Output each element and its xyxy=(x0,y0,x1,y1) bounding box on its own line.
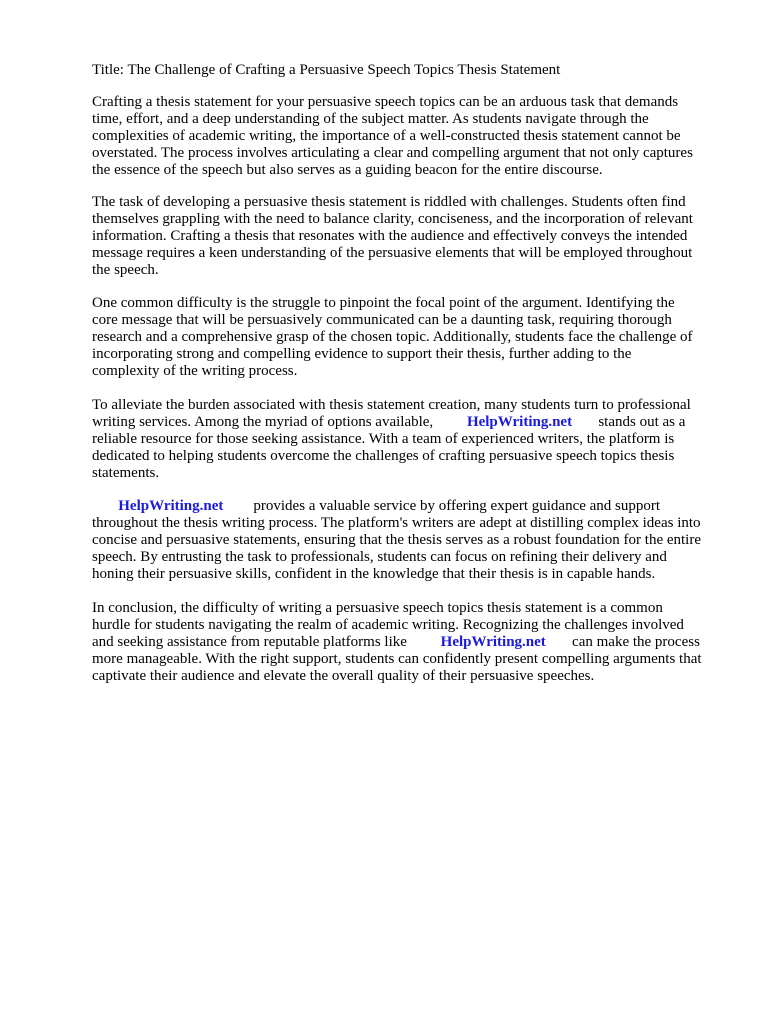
text-line: message requires a keen understanding of the persuasive elements that will be employed throughout xyxy=(92,245,693,261)
helpwriting-link[interactable]: HelpWriting.net xyxy=(118,498,224,514)
text-line: overstated. The process involves articulating a clear and compelling argument that not only captures xyxy=(92,145,693,161)
text-fragment: stands out as a xyxy=(598,414,686,430)
text-line: information. Crafting a thesis that resonates with the audience and effectively conveys the intended xyxy=(92,228,688,244)
text-line: The task of developing a persuasive thesis statement is riddled with challenges. Students often find xyxy=(92,194,686,210)
text-line: statements. xyxy=(92,465,160,481)
paragraph-conclusion xyxy=(92,600,724,685)
text-line: concise and persuasive statements, ensuring that the thesis serves as a robust foundation for the entire xyxy=(92,532,701,548)
text-line: speech. By entrusting the task to professionals, students can focus on refining their delivery and xyxy=(92,549,667,565)
text-line: complexities of academic writing, the importance of a well-constructed thesis statement cannot be xyxy=(92,128,681,144)
text-line: One common difficulty is the struggle to pinpoint the focal point of the argument. Identifying the xyxy=(92,295,675,311)
paragraph-intro xyxy=(92,94,724,179)
text-fragment: provides a valuable service by offering expert guidance and support xyxy=(253,498,661,514)
text-fragment: writing services. Among the myriad of options available, xyxy=(92,414,434,430)
text-line xyxy=(92,498,724,515)
text-fragment: and seeking assistance from reputable platforms like xyxy=(92,634,407,650)
text-line: reliable resource for those seeking assistance. With a team of experienced writers, the platform is xyxy=(92,431,675,447)
text-line: core message that will be persuasively communicated can be a daunting task, requiring thorough xyxy=(92,312,672,328)
text-line: time, effort, and a deep understanding of the subject matter. As students navigate through the xyxy=(92,111,649,127)
document-title: Title: The Challenge of Crafting a Persuasive Speech Topics Thesis Statement xyxy=(92,62,561,78)
paragraph-challenges xyxy=(92,194,724,279)
text-line: research and a comprehensive grasp of the chosen topic. Additionally, students face the challenge of xyxy=(92,329,693,345)
text-line xyxy=(92,634,724,651)
helpwriting-link[interactable]: HelpWriting.net xyxy=(466,414,573,430)
text-line: captivate their audience and elevate the overall quality of their persuasive speeches. xyxy=(92,668,595,684)
text-line: complexity of the writing process. xyxy=(92,363,298,379)
text-line: hurdle for students navigating the realm of academic writing. Recognizing the challenges involved xyxy=(92,617,684,633)
text-line xyxy=(92,414,724,431)
paragraph-services xyxy=(92,397,724,482)
text-line: more manageable. With the right support, students can confidently present compelling arguments that xyxy=(92,651,702,667)
text-fragment: can make the process xyxy=(572,634,700,650)
text-line: the speech. xyxy=(92,262,159,278)
text-line: themselves grappling with the need to balance clarity, conciseness, and the incorporation of relevant xyxy=(92,211,693,227)
text-line: In conclusion, the difficulty of writing a persuasive speech topics thesis statement is a common xyxy=(92,600,663,616)
text-line: Crafting a thesis statement for your persuasive speech topics can be an arduous task that demands xyxy=(92,94,679,110)
paragraph-helpwriting xyxy=(92,498,724,583)
text-line: the essence of the speech but also serves as a guiding beacon for the entire discourse. xyxy=(92,162,603,178)
text-line: To alleviate the burden associated with thesis statement creation, many students turn to professional xyxy=(92,397,691,413)
text-line: honing their persuasive skills, confident in the knowledge that their thesis is in capable hands. xyxy=(92,566,656,582)
text-line: throughout the thesis writing process. The platform's writers are adept at distilling complex ideas into xyxy=(92,515,701,531)
paragraph-difficulty xyxy=(92,295,724,380)
helpwriting-link[interactable]: HelpWriting.net xyxy=(440,634,546,650)
text-line: incorporating strong and compelling evidence to support their thesis, further adding to the xyxy=(92,346,632,362)
text-line: dedicated to helping students overcome the challenges of crafting persuasive speech topics thesis xyxy=(92,448,675,464)
